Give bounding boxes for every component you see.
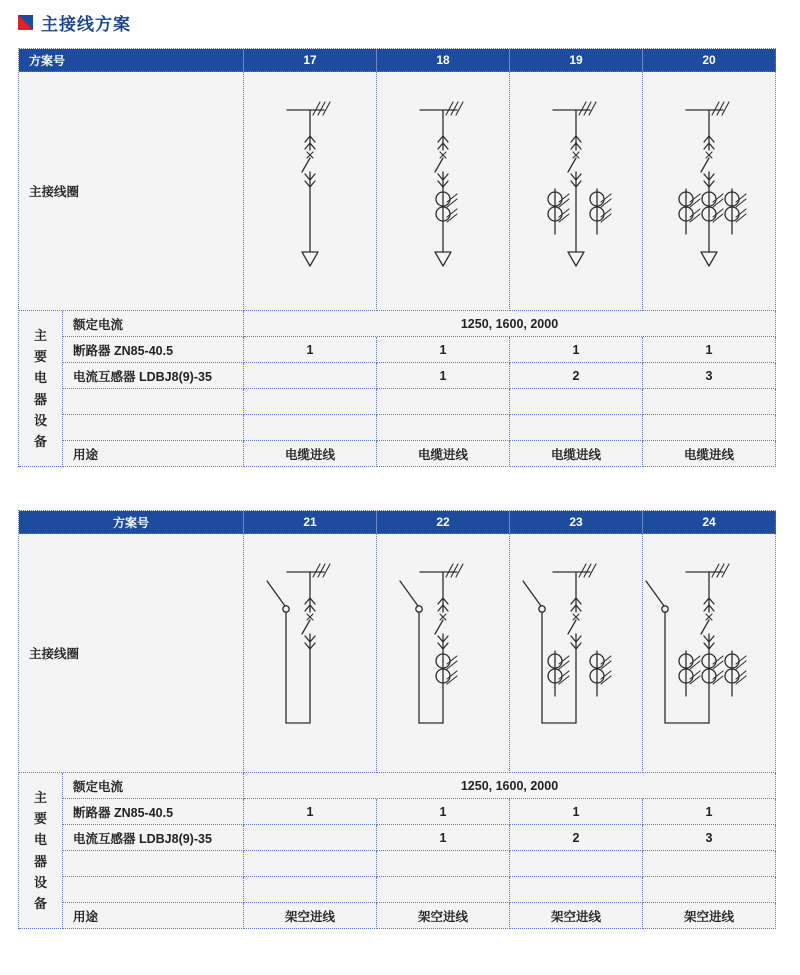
- cell-value: 1: [510, 799, 643, 825]
- diagram-row-label: 主接线圈: [19, 72, 244, 311]
- usage-value: 架空进线: [244, 903, 377, 929]
- cell-value: 1: [244, 799, 377, 825]
- cell-value: 2: [510, 363, 643, 389]
- rated-current-value: 1250, 1600, 2000: [244, 311, 776, 337]
- table-header-row: [19, 49, 776, 72]
- cell-value: 1: [377, 825, 510, 851]
- row-label: 用途: [63, 903, 244, 929]
- row-label: [63, 415, 244, 441]
- cell-value: 1: [643, 799, 776, 825]
- scheme-table-21-24: [18, 510, 776, 929]
- row-label: 电流互感器 LDBJ8(9)-35: [63, 825, 244, 851]
- cell-value: 1: [510, 337, 643, 363]
- row-label: 用途: [63, 441, 244, 467]
- cell-value: 1: [643, 337, 776, 363]
- main-wiring-diagram: [643, 72, 776, 311]
- main-wiring-diagram: [643, 534, 776, 773]
- row-label: [63, 389, 244, 415]
- main-wiring-diagram: [244, 534, 377, 773]
- usage-value: 电缆进线: [510, 441, 643, 467]
- diagram-row-label: 主接线圈: [19, 534, 244, 773]
- table-gap: [18, 467, 800, 510]
- row-label: 断路器 ZN85-40.5: [63, 337, 244, 363]
- cell-value: [244, 363, 377, 389]
- usage-value: 架空进线: [510, 903, 643, 929]
- main-wiring-diagram: [510, 534, 643, 773]
- scheme-number: 17: [244, 49, 377, 72]
- scheme-number: 20: [643, 49, 776, 72]
- scheme-number: 23: [510, 511, 643, 534]
- table-row: [19, 415, 776, 441]
- row-label: 电流互感器 LDBJ8(9)-35: [63, 363, 244, 389]
- table-row: [19, 389, 776, 415]
- table-row: [19, 773, 776, 799]
- row-label: 额定电流: [63, 311, 244, 337]
- table-row: [19, 903, 776, 929]
- usage-value: 电缆进线: [643, 441, 776, 467]
- usage-value: 架空进线: [643, 903, 776, 929]
- scheme-number: 22: [377, 511, 510, 534]
- page-title: 主接线方案: [41, 15, 131, 34]
- table-row: [19, 363, 776, 389]
- usage-value: 电缆进线: [244, 441, 377, 467]
- table-row: [19, 851, 776, 877]
- table-row: [19, 311, 776, 337]
- equipment-vertical-text: 主要电器设备: [33, 328, 47, 449]
- row-label: 断路器 ZN85-40.5: [63, 799, 244, 825]
- table-header-row: [19, 511, 776, 534]
- main-wiring-diagram: [244, 72, 377, 311]
- rated-current-value: 1250, 1600, 2000: [244, 773, 776, 799]
- scheme-number: 24: [643, 511, 776, 534]
- cell-value: 1: [377, 799, 510, 825]
- usage-value: 电缆进线: [377, 441, 510, 467]
- row-label: [63, 851, 244, 877]
- main-wiring-diagram: [510, 72, 643, 311]
- table-row: [19, 877, 776, 903]
- diagram-row: [19, 72, 776, 311]
- scheme-number: 18: [377, 49, 510, 72]
- cell-value: 3: [643, 825, 776, 851]
- row-label: 额定电流: [63, 773, 244, 799]
- equipment-group-label: [19, 773, 63, 929]
- main-wiring-diagram: [377, 534, 510, 773]
- table-row: [19, 825, 776, 851]
- table-row: [19, 799, 776, 825]
- main-wiring-diagram: [377, 72, 510, 311]
- row-label: [63, 877, 244, 903]
- table-row: [19, 337, 776, 363]
- cell-value: 2: [510, 825, 643, 851]
- cell-value: 1: [244, 337, 377, 363]
- usage-value: 架空进线: [377, 903, 510, 929]
- scheme-table-17-20: [18, 48, 776, 467]
- equipment-group-label: [19, 311, 63, 467]
- diagram-row: [19, 534, 776, 773]
- cell-value: 1: [377, 363, 510, 389]
- table-row: [19, 441, 776, 467]
- scheme-number: 19: [510, 49, 643, 72]
- page-title-bar: [18, 10, 800, 35]
- cell-value: 3: [643, 363, 776, 389]
- diagonal-split-square-icon: [18, 15, 33, 30]
- scheme-number-header: 方案号: [19, 49, 244, 72]
- scheme-number-header: 方案号: [19, 511, 244, 534]
- cell-value: [244, 825, 377, 851]
- scheme-number: 21: [244, 511, 377, 534]
- equipment-vertical-text: 主要电器设备: [33, 790, 47, 911]
- cell-value: 1: [377, 337, 510, 363]
